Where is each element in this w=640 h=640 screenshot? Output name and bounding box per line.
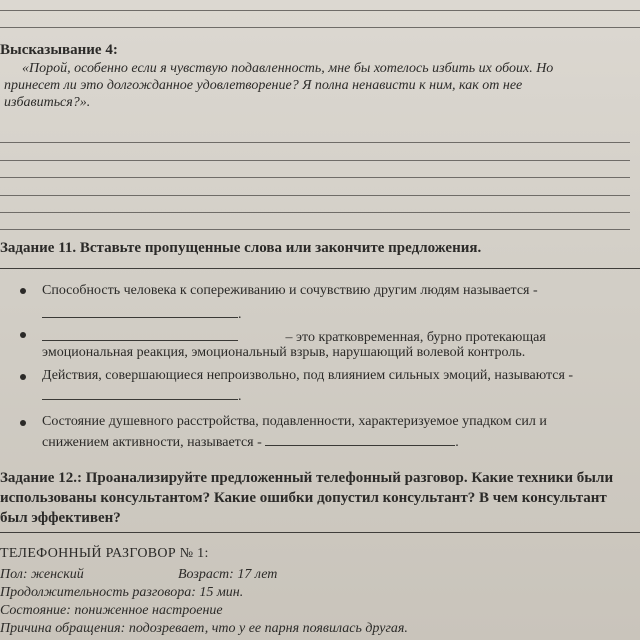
bullet bbox=[20, 374, 26, 380]
bullet bbox=[20, 288, 26, 294]
statement4-quote-line: «Порой, особенно если я чувствую подавленность, мне бы хотелось избить их обоих. Но bbox=[22, 61, 554, 76]
task11-item1-line2: . bbox=[42, 303, 242, 324]
fill-in-blank[interactable] bbox=[42, 326, 238, 341]
task11-item1-line1: Способность человека к сопереживанию и сочувствию другим людям называется - bbox=[42, 283, 538, 298]
caller-gender: Пол: женский bbox=[0, 567, 84, 582]
task11-item2-line2: эмоциональная реакция, эмоциональный взрыв, нарушающий волевой контроль. bbox=[42, 345, 526, 360]
answer-line bbox=[0, 177, 630, 178]
section-divider bbox=[0, 532, 640, 533]
task11-item3-line1: Действия, совершающиеся непроизвольно, под влиянием сильных эмоций, называются - bbox=[42, 368, 574, 383]
bullet bbox=[20, 332, 26, 338]
task11-item4-line1: Состояние душевного расстройства, подавленности, характеризуемое упадком сил и bbox=[42, 414, 547, 429]
task11-title: Задание 11. Вставьте пропущенные слова или закончите предложения. bbox=[0, 240, 482, 256]
bullet bbox=[20, 420, 26, 426]
statement4-quote-line: принесет ли это долгожданное удовлетворение? Я полна ненависти к ним, как от нее bbox=[4, 78, 523, 93]
caller-state: Состояние: пониженное настроение bbox=[0, 603, 223, 618]
task12-title-line: Задание 12.: Проанализируйте предложенный телефонный разговор. Какие техники были bbox=[0, 470, 614, 486]
task12-title-line: был эффективен? bbox=[0, 510, 121, 526]
statement4-quote-line: избавиться?». bbox=[4, 95, 91, 110]
fill-in-blank[interactable] bbox=[265, 431, 455, 446]
caller-age: Возраст: 17 лет bbox=[178, 567, 278, 582]
answer-line bbox=[0, 229, 630, 230]
answer-line bbox=[0, 160, 630, 161]
statement4-title: Высказывание 4: bbox=[0, 42, 118, 58]
task12-title-line: использованы консультантом? Какие ошибки допустил консультант? В чем консультант bbox=[0, 490, 607, 506]
task11-item3-line2: . bbox=[42, 385, 242, 406]
fill-in-blank[interactable] bbox=[42, 303, 238, 318]
writing-line bbox=[0, 10, 640, 11]
answer-line bbox=[0, 212, 630, 213]
task11-item4-line2: снижением активности, называется - . bbox=[42, 431, 459, 452]
answer-line bbox=[0, 142, 630, 143]
fill-in-blank[interactable] bbox=[42, 385, 238, 400]
call-reason: Причина обращения: подозревает, что у ее парня появилась другая. bbox=[0, 621, 408, 636]
task11-item2-line1: – это кратковременная, бурно протекающая bbox=[42, 326, 546, 347]
answer-line bbox=[0, 195, 630, 196]
phone-call-title: ТЕЛЕФОННЫЙ РАЗГОВОР № 1: bbox=[0, 546, 209, 561]
call-duration: Продолжительность разговора: 15 мин. bbox=[0, 585, 244, 600]
section-divider bbox=[0, 268, 640, 269]
writing-line bbox=[0, 27, 640, 28]
